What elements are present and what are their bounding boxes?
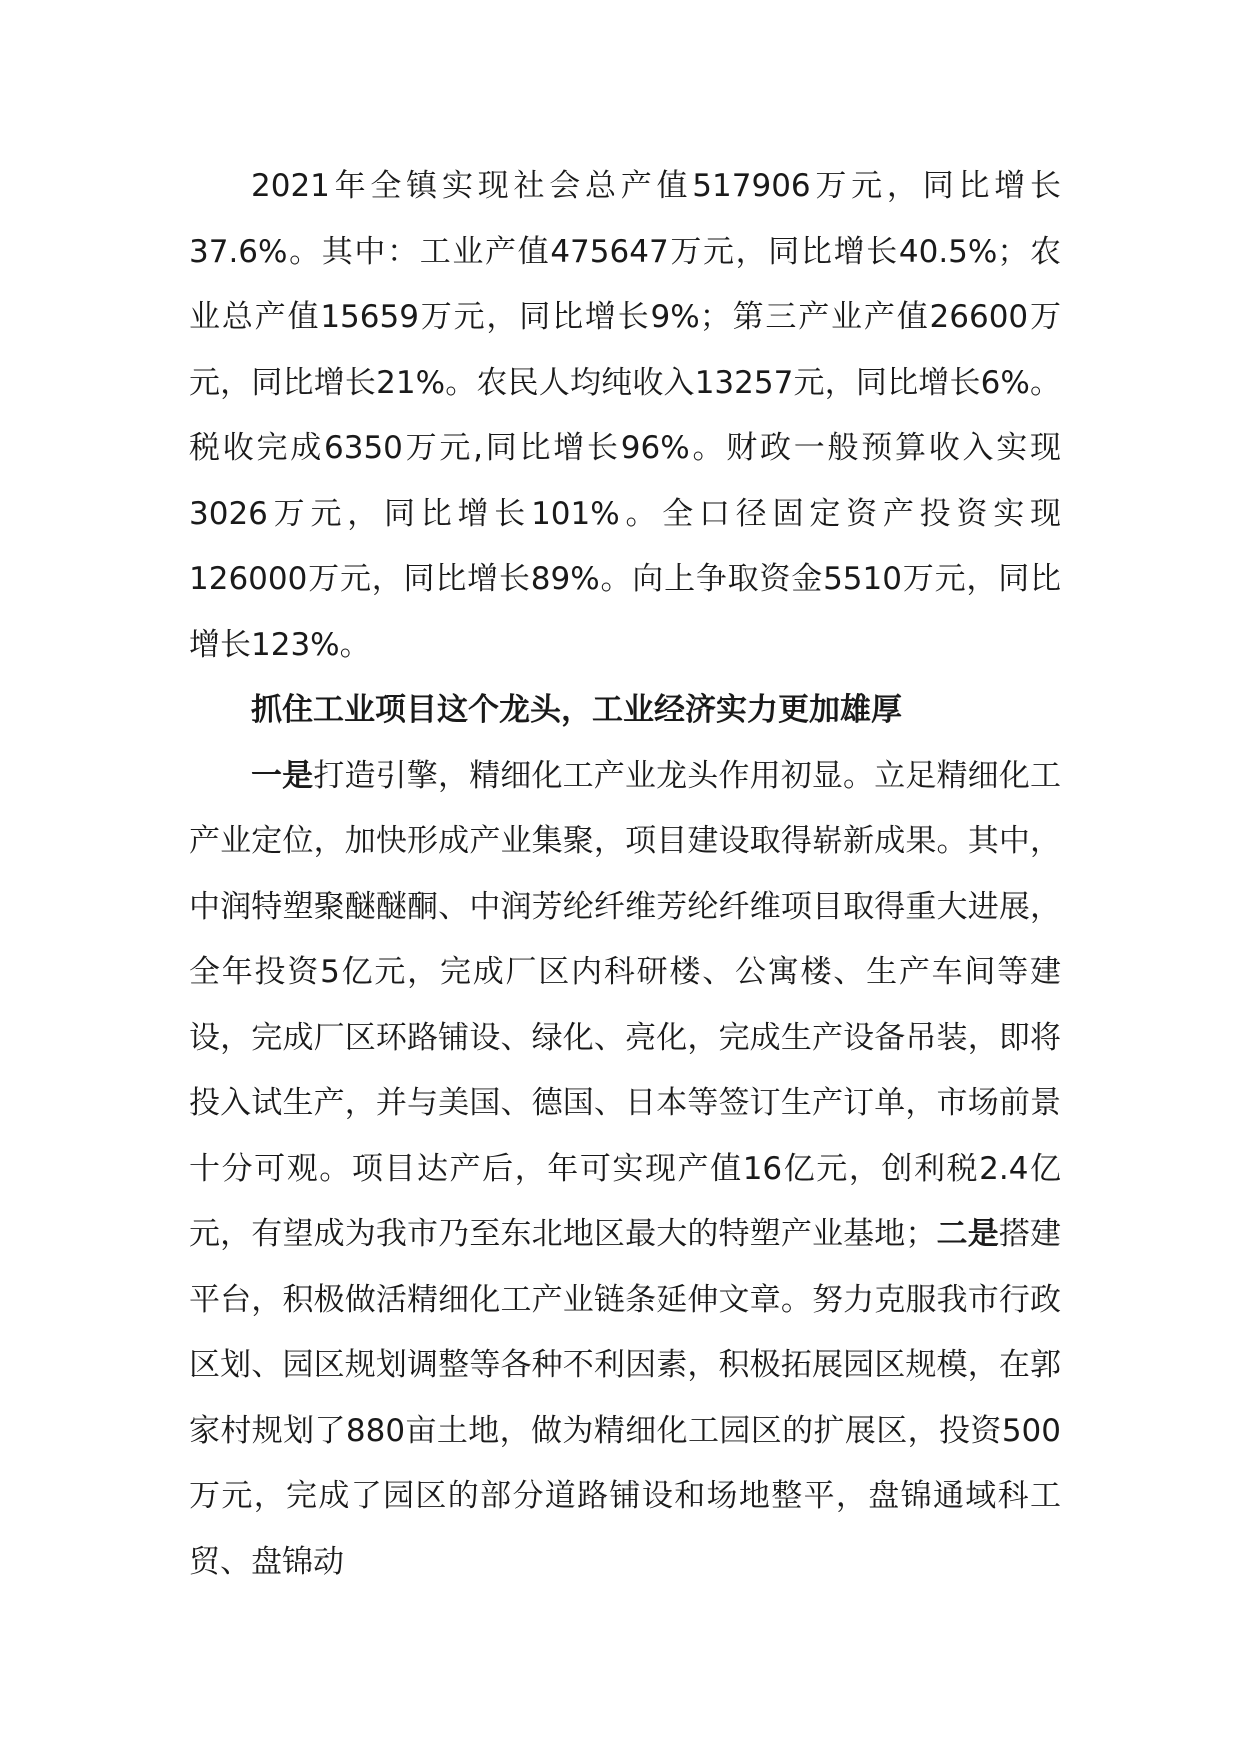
lead-first: 一是	[251, 757, 314, 794]
summary-paragraph: 2021年全镇实现社会总产值517906万元，同比增长37.6%。其中：工业产值475647万元，同比增长40.5%；农业总产值15659万元，同比增长9%；第三产业产值26600万元，同比增长21%。农民人均纯收入13257元，同比增长6%。税收完成6350万元,同比增长96%。财政一般预算收入实现3026万元，同比增长101%。全口径固定资产投资实现126000万元，同比增长89%。向上争取资金5510万元，同比增长123%。	[189, 168, 1061, 663]
document-body	[189, 154, 1061, 1595]
industry-text-first: 打造引擎，精细化工产业龙头作用初显。立足精细化工产业定位，加快形成产业集聚，项目建设取得崭新成果。其中，中润特塑聚醚醚酮、中润芳纶纤维芳纶纤维项目取得重大进展，全年投资5亿元，完成厂区内科研楼、公寓楼、生产车间等建设，完成厂区环路铺设、绿化、亮化，完成生产设备吊装，即将投入试生产，并与美国、德国、日本等签订生产订单，市场前景十分可观。项目达产后，年可实现产值16亿元，创利税2.4亿元，有望成为我市乃至东北地区最大的特塑产业基地；	[189, 757, 1062, 1252]
section-heading: 抓住工业项目这个龙头，工业经济实力更加雄厚	[251, 692, 902, 728]
industry-paragraph	[189, 744, 1061, 1596]
lead-second: 二是	[936, 1216, 999, 1252]
industry-text-second: 搭建平台，积极做活精细化工产业链条延伸文章。努力克服我市行政区划、园区规划调整等各种不利因素，积极拓展园区规模，在郭家村规划了880亩土地，做为精细化工园区的扩展区，投资500万元，完成了园区的部分道路铺设和场地整平，盘锦通域科工贸、盘锦动	[189, 1216, 1062, 1580]
